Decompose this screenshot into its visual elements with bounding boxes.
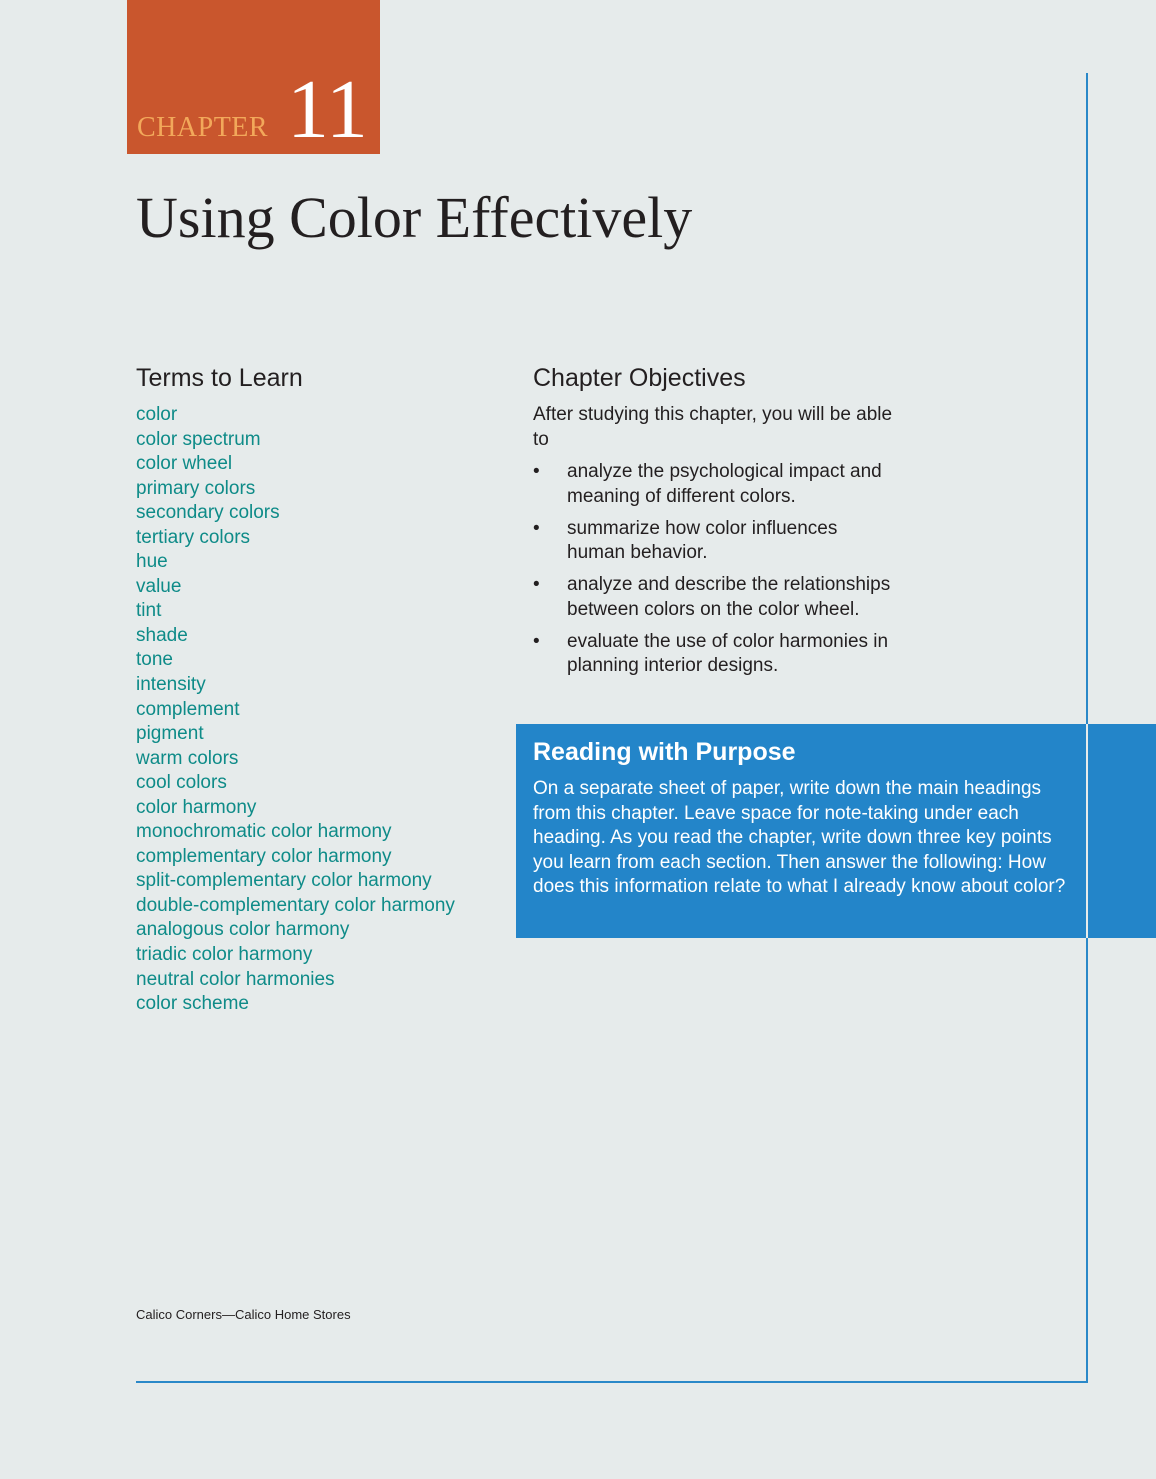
objectives-list — [533, 460, 893, 679]
objective-item — [533, 573, 893, 622]
term-item: complement — [136, 698, 240, 720]
term-item: pigment — [136, 723, 204, 745]
objectives-intro: After studying this chapter, you will be able to — [533, 404, 893, 450]
chapter-number: 11 — [287, 63, 368, 156]
objective-text: analyze and describe the relationships between colors on the color wheel. — [567, 574, 891, 620]
term-item: color scheme — [136, 993, 249, 1015]
term-item: value — [136, 575, 182, 597]
chapter-objectives — [533, 363, 893, 686]
bullet-icon: • — [533, 574, 540, 595]
term-item: neutral color harmonies — [136, 968, 335, 990]
terms-heading: Terms to Learn — [136, 364, 303, 392]
term-item: complementary color harmony — [136, 845, 392, 867]
term-item: tint — [136, 600, 162, 622]
term-item: tertiary colors — [136, 526, 251, 548]
term-item: color — [136, 404, 178, 425]
term-item: split-complementary color harmony — [136, 870, 432, 892]
term-item: secondary colors — [136, 502, 280, 524]
margin-rule-divider — [1086, 724, 1088, 938]
term-item: analogous color harmony — [136, 919, 350, 941]
term-item: double-complementary color harmony — [136, 894, 455, 916]
term-item: monochromatic color harmony — [136, 821, 392, 843]
chapter-badge — [127, 0, 380, 154]
reading-text: On a separate sheet of paper, write down the main headings from this chapter. Leave space for note-taking under each heading. As you read the chapter, write down three key points you learn from each section. Then answer the following: How does this information relate to what I already know about color? — [533, 778, 1066, 898]
bullet-icon: • — [533, 630, 540, 652]
bottom-margin-rule — [136, 1381, 1088, 1383]
objective-item — [533, 460, 893, 509]
term-item: intensity — [136, 674, 206, 696]
terms-to-learn — [136, 363, 506, 1017]
term-item: primary colors — [136, 477, 256, 499]
bullet-icon: • — [533, 461, 540, 482]
objective-text: summarize how color influences human behavior. — [567, 517, 838, 563]
term-item: tone — [136, 649, 173, 671]
objective-item — [533, 630, 893, 679]
page-title: Using Color Effectively — [136, 185, 693, 250]
chapter-label: CHAPTER — [137, 112, 269, 143]
objective-item — [533, 517, 893, 566]
reading-title: Reading with Purpose — [533, 738, 796, 766]
term-item: cool colors — [136, 772, 227, 794]
reading-with-purpose-box — [516, 724, 1156, 938]
term-item: warm colors — [136, 747, 239, 769]
term-item: color wheel — [136, 453, 233, 475]
objective-text: analyze the psychological impact and meaning of different colors. — [567, 461, 882, 507]
term-item: triadic color harmony — [136, 944, 313, 966]
terms-list — [136, 403, 506, 1017]
term-item: hue — [136, 551, 168, 573]
bullet-icon: • — [533, 517, 540, 539]
photo-credit: Calico Corners—Calico Home Stores — [136, 1307, 351, 1322]
term-item: color harmony — [136, 796, 257, 818]
objectives-heading: Chapter Objectives — [533, 364, 746, 392]
term-item: shade — [136, 624, 188, 646]
term-item: color spectrum — [136, 428, 261, 450]
objective-text: evaluate the use of color harmonies in planning interior designs. — [567, 630, 889, 676]
